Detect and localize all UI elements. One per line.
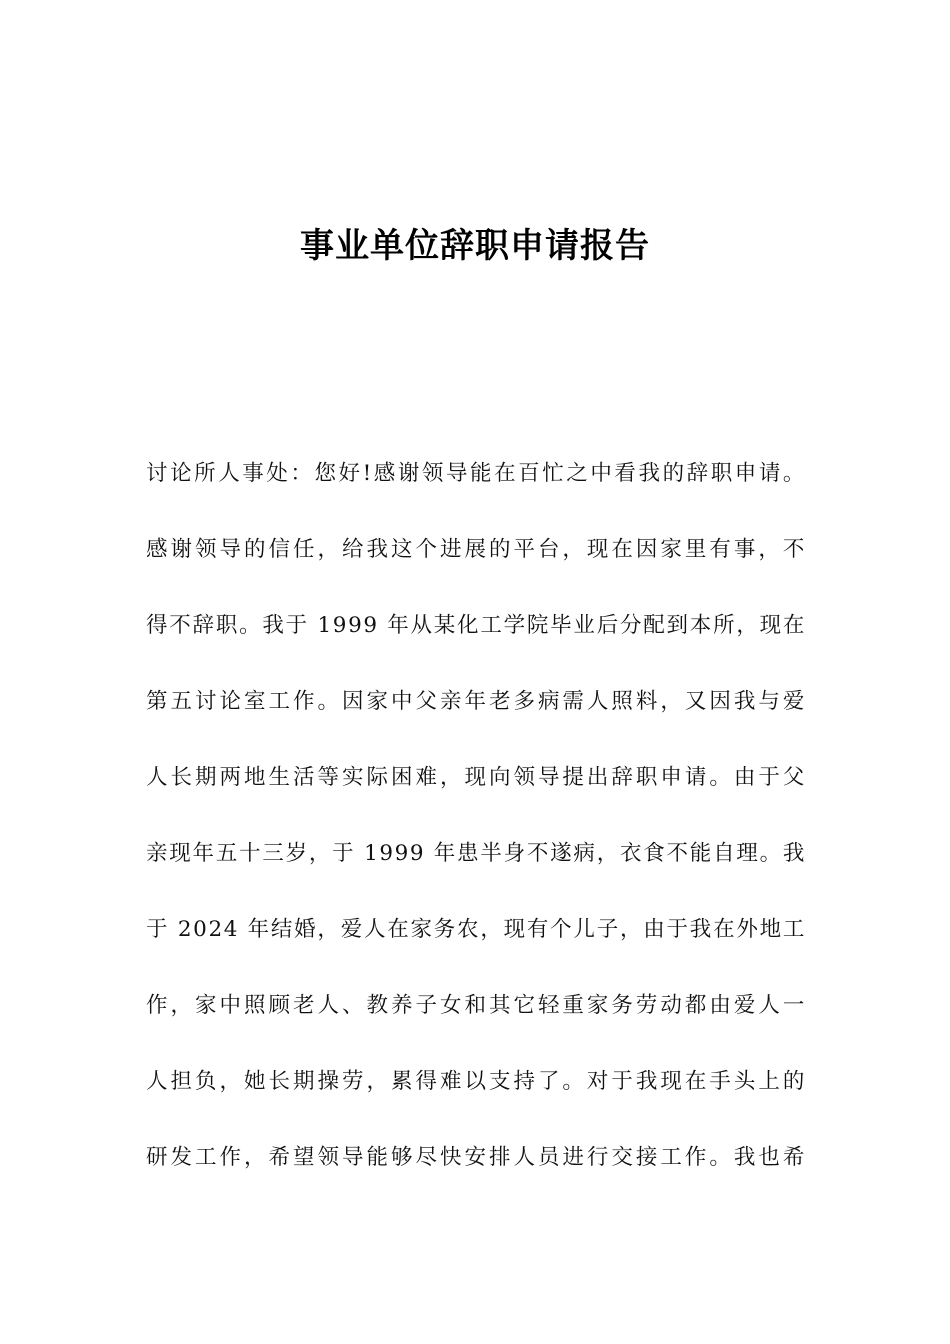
body-line: 人担负，她长期操劳，累得难以支持了。对于我现在手头上的	[146, 1069, 806, 1094]
body-line: 作，家中照顾老人、教养子女和其它轻重家务劳动都由爱人一	[146, 993, 806, 1018]
body-line: 亲现年五十三岁，于 1999 年患半身不遂病，衣食不能自理。我	[146, 841, 806, 866]
body-line: 讨论所人事处：您好!感谢领导能在百忙之中看我的辞职申请。	[146, 461, 806, 486]
body-line: 研发工作，希望领导能够尽快安排人员进行交接工作。我也希	[146, 1145, 806, 1170]
document-title: 事业单位辞职申请报告	[300, 226, 650, 266]
body-line: 人长期两地生活等实际困难，现向领导提出辞职申请。由于父	[146, 765, 806, 790]
body-line: 第五讨论室工作。因家中父亲年老多病需人照料，又因我与爱	[146, 689, 806, 714]
body-line: 得不辞职。我于 1999 年从某化工学院毕业后分配到本所，现在	[146, 613, 806, 638]
body-line: 于 2024 年结婚，爱人在家务农，现有个儿子，由于我在外地工	[146, 917, 806, 942]
body-line: 感谢领导的信任，给我这个进展的平台，现在因家里有事，不	[146, 537, 806, 562]
document-body	[146, 452, 806, 1212]
